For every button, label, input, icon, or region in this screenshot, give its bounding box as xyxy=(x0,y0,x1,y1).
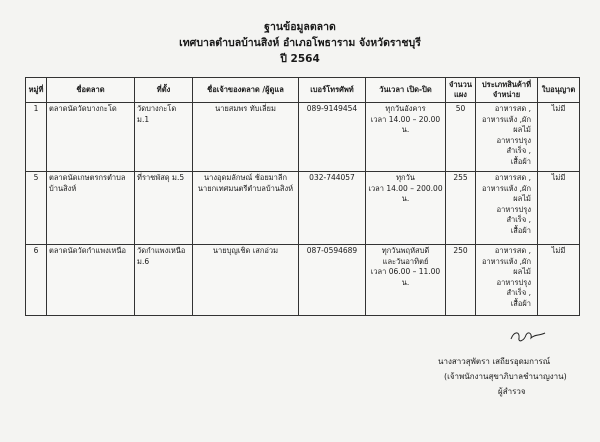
column-header: ที่ตั้ง xyxy=(135,78,193,103)
owner-cell xyxy=(193,245,299,316)
phone-cell: 089-9149454 xyxy=(299,103,366,172)
goods-cell xyxy=(476,103,538,172)
handwritten-signature xyxy=(508,327,548,345)
goods-cell xyxy=(476,245,538,316)
goods-line: อาหารปรุงสำเร็จ , xyxy=(496,277,531,297)
license-cell: ไม่มี xyxy=(538,172,580,245)
moo-cell: 5 xyxy=(26,172,47,245)
goods-line: อาหารปรุงสำเร็จ , xyxy=(496,135,531,155)
location-cell: วัดบางกะโด ม.1 xyxy=(135,103,193,172)
document-year: ปี 2564 xyxy=(280,53,320,65)
time-line: ทุกวันอังคาร xyxy=(385,104,426,113)
table-row xyxy=(26,172,580,245)
moo-cell: 1 xyxy=(26,103,47,172)
goods-line: เสื้อผ้า xyxy=(510,156,531,166)
signer-position: (เจ้าพนักงานสุขาภิบาลชำนาญงาน) xyxy=(444,372,567,381)
stalls-cell: 255 xyxy=(446,172,476,245)
goods-line: เสื้อผ้า xyxy=(510,298,531,308)
column-header: ชื่อตลาด xyxy=(47,78,135,103)
owner-line: นายสมพร ทับเลี่ยม xyxy=(215,104,276,113)
column-header: ใบอนุญาต xyxy=(538,78,580,103)
goods-line: ผลไม้ xyxy=(513,125,531,134)
stalls-cell: 250 xyxy=(446,245,476,316)
goods-line: อาหารสด , xyxy=(494,104,531,113)
time-cell xyxy=(366,172,446,245)
goods-line: อาหารปรุงสำเร็จ , xyxy=(496,204,531,224)
time-line: เวลา 14.00 – 200.00 น. xyxy=(368,183,443,203)
document-title: ฐานข้อมูลตลาด xyxy=(264,21,336,33)
market-name-cell: ตลาดนัดเกษตรกรตำบลบ้านสิงห์ xyxy=(47,172,135,245)
column-header: จำนวน แผง xyxy=(446,78,476,103)
goods-line: อาหารแห้ง ,ผัก xyxy=(481,183,531,193)
moo-cell: 6 xyxy=(26,245,47,316)
document-subtitle: เทศบาลตำบลบ้านสิงห์ อำเภอโพธาราม จังหวัดราชบุรี xyxy=(179,37,421,49)
column-header: ประเภทสินค้าที่ จำหน่าย xyxy=(476,78,538,103)
owner-line: นายกเทศมนตรีตำบลบ้านสิงห์ xyxy=(197,183,294,193)
phone-cell: 032-744057 xyxy=(299,172,366,245)
signer-name: นางสาวสุพัตรา เสถียรอุดมการณ์ xyxy=(438,357,551,366)
license-cell: ไม่มี xyxy=(538,245,580,316)
column-header: เบอร์โทรศัพท์ xyxy=(299,78,366,103)
column-header: วันเวลา เปิด-ปิด xyxy=(366,78,446,103)
time-line: ทุกวันพฤหัสบดี xyxy=(381,246,430,255)
time-cell xyxy=(366,103,446,172)
stalls-cell: 50 xyxy=(446,103,476,172)
market-name-cell: ตลาดนัดวัดกำแพงเหนือ xyxy=(47,245,135,316)
goods-line: เสื้อผ้า xyxy=(510,225,531,235)
owner-line: นางอุดมลักษณ์ ช้อยมาลีก xyxy=(203,173,288,182)
owner-cell xyxy=(193,172,299,245)
column-header: หมู่ที่ xyxy=(26,78,47,103)
goods-line: ผลไม้ xyxy=(513,194,531,203)
owner-line: นายบุญเชิด เสกอ่วม xyxy=(212,246,279,255)
table-header-row xyxy=(26,78,580,103)
goods-line: อาหารสด , xyxy=(494,246,531,255)
time-line: และวันอาทิตย์ xyxy=(382,256,429,266)
table-row xyxy=(26,245,580,316)
signer-role: ผู้สำรวจ xyxy=(498,387,526,396)
license-cell: ไม่มี xyxy=(538,103,580,172)
goods-line: อาหารแห้ง ,ผัก xyxy=(481,256,531,266)
market-name-cell: ตลาดนัดวัดบางกะโด xyxy=(47,103,135,172)
time-line: ทุกวัน xyxy=(396,173,415,182)
market-table xyxy=(25,77,580,316)
time-line: เวลา 14.00 – 20.00 น. xyxy=(370,114,441,134)
goods-line: อาหารสด , xyxy=(494,173,531,182)
time-line: เวลา 06.00 – 11.00 น. xyxy=(370,267,441,287)
goods-cell xyxy=(476,172,538,245)
location-cell: ที่ราชพัสดุ ม.5 xyxy=(135,172,193,245)
goods-line: อาหารแห้ง ,ผัก xyxy=(481,114,531,124)
table-row xyxy=(26,103,580,172)
column-header: ชื่อเจ้าของตลาด /ผู้ดูแล xyxy=(193,78,299,103)
time-cell xyxy=(366,245,446,316)
goods-line: ผลไม้ xyxy=(513,267,531,276)
location-cell: วัดกำแพงเหนือ ม.6 xyxy=(135,245,193,316)
owner-cell xyxy=(193,103,299,172)
phone-cell: 087-0594689 xyxy=(299,245,366,316)
